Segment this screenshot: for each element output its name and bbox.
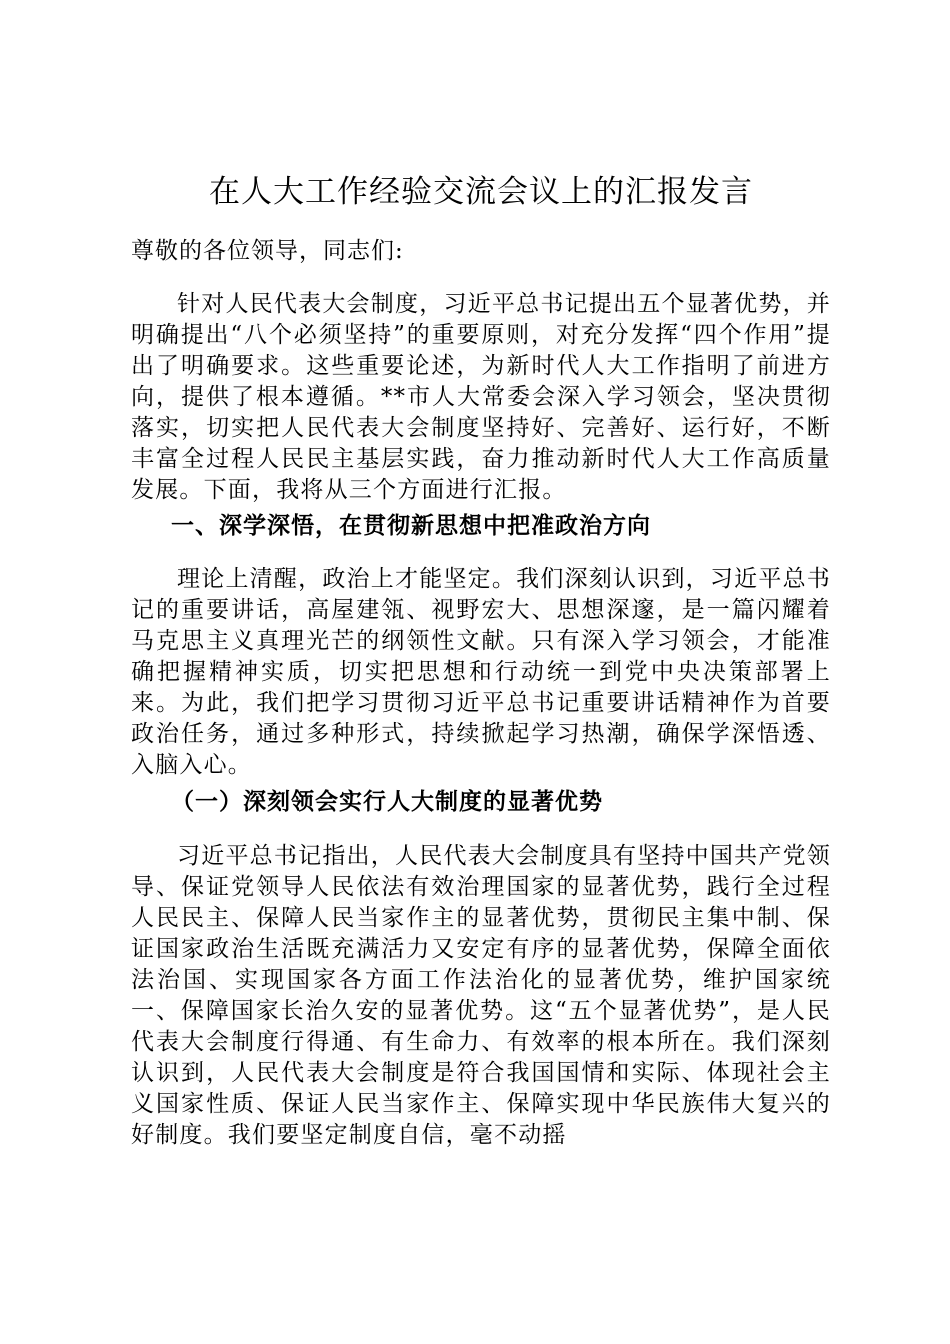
subsection-1-paragraph: 习近平总书记指出，人民代表大会制度具有坚持中国共产党领导、保证党领导人民依法有效治理国家的显著优势，践行全过程人民民主、保障人民当家作主的显著优势，贯彻民主集中制、保证国家政治生活既充满活力又安定有序的显著优势，保障全面依法治国、实现国家各方面工作法治化的显著优势，维护国家统一、保障国家长治久安的显著优势。这“五个显著优势”，是人民代表大会制度行得通、有生命力、有效率的根本所在。我们深刻认识到，人民代表大会制度是符合我国国情和实际、体现社会主义国家性质、保证人民当家作主、保障实现中华民族伟大复兴的好制度。我们要坚定制度自信，毫不动摇	[131, 843, 831, 1148]
document-title: 在人大工作经验交流会议上的汇报发言	[209, 174, 753, 210]
intro-paragraph: 针对人民代表大会制度，习近平总书记提出五个显著优势，并明确提出“八个必须坚持”的重要原则，对充分发挥“四个作用”提出了明确要求。这些重要论述，为新时代人大工作指明了前进方向，提供了根本遵循。**市人大常委会深入学习领会，坚决贯彻落实，切实把人民代表大会制度坚持好、完善好、运行好，不断丰富全过程人民民主基层实践，奋力推动新时代人大工作高质量发展。下面，我将从三个方面进行汇报。	[131, 291, 831, 503]
section-1-paragraph: 理论上清醒，政治上才能坚定。我们深刻认识到，习近平总书记的重要讲话，高屋建瓴、视野宏大、思想深邃，是一篇闪耀着马克思主义真理光芒的纲领性文献。只有深入学习领会，才能准确把握精神实质，切实把思想和行动统一到党中央决策部署上来。为此，我们把学习贯彻习近平总书记重要讲话精神作为首要政治任务，通过多种形式，持续掀起学习热潮，确保学深悟透、入脑入心。	[131, 566, 831, 778]
salutation: 尊敬的各位领导，同志们:	[131, 238, 404, 264]
section-heading-1: 一、深学深悟，在贯彻新思想中把准政治方向	[171, 513, 651, 539]
subsection-heading-1: （一）深刻领会实行人大制度的显著优势	[171, 789, 603, 815]
